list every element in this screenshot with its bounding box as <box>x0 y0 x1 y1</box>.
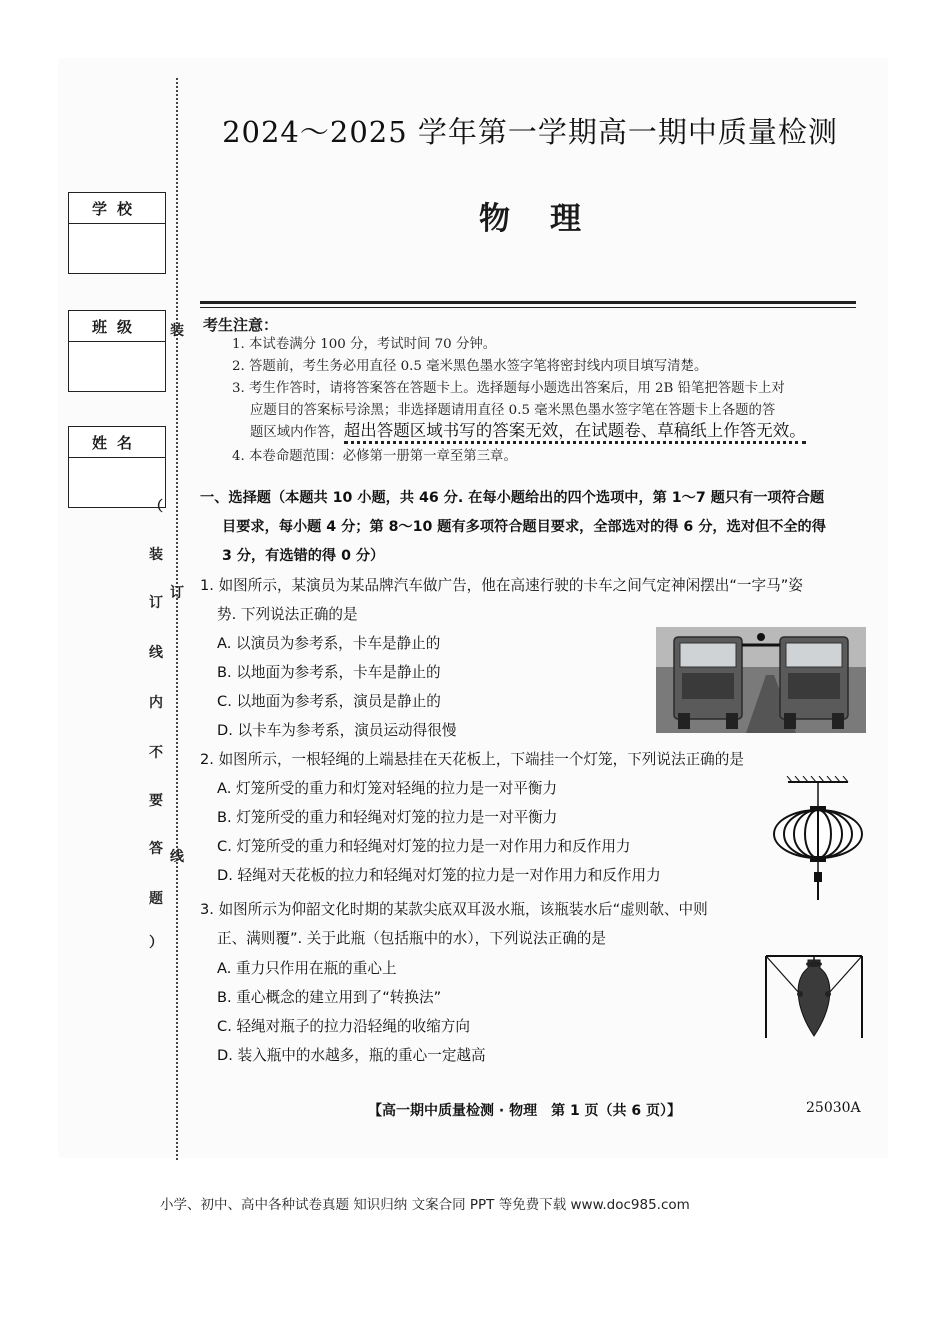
question-2-stem: 2. 如图所示，一根轻绳的上端悬挂在天花板上，下端挂一个灯笼，下列说法正确的是 <box>200 751 744 768</box>
notice-item-3-cont: 应题目的答案标号涂黑；非选择题请用直径 0.5 毫米黑色墨水签字笔在答题卡上各题的答 <box>250 403 776 418</box>
vase-figure <box>762 954 866 1040</box>
section-heading-line-3: 3 分，有选错的得 0 分） <box>222 548 385 564</box>
paper-code: 25030A <box>806 1100 861 1116</box>
question-2-option-d: D. 轻绳对天花板的拉力和轻绳对灯笼的拉力是一对作用力和反作用力 <box>217 867 661 884</box>
vertical-char: ） <box>149 935 163 951</box>
question-3-stem-cont: 正、满则覆”. 关于此瓶（包括瓶中的水），下列说法正确的是 <box>217 930 606 947</box>
notice-item-3: 3. 考生作答时，请将答案答在答题卡上。选择题每小题选出答案后，用 2B 铅笔把答题卡上对 <box>232 381 785 396</box>
question-1-stem-cont: 势. 下列说法正确的是 <box>217 606 358 623</box>
class-box[interactable] <box>68 310 166 392</box>
vertical-char: 内 <box>149 695 163 711</box>
name-label: 姓名 <box>69 427 165 458</box>
question-1-stem: 1. 如图所示，某演员为某品牌汽车做广告，他在高速行驶的卡车之间气定神闲摆出“一字马”姿 <box>200 577 803 594</box>
school-box[interactable] <box>68 192 166 274</box>
question-1-option-c: C. 以地面为参考系，演员是静止的 <box>217 693 441 710</box>
question-3-option-b: B. 重心概念的建立用到了“转换法” <box>217 989 442 1006</box>
question-3-stem: 3. 如图所示为仰韶文化时期的某款尖底双耳汲水瓶，该瓶装水后“虚则欹、中则 <box>200 901 708 918</box>
notice-item-2: 2. 答题前，考生务必用直径 0.5 毫米黑色墨水签字笔将密封线内项目填写清楚。 <box>232 359 708 374</box>
binding-char-zhuang: 装 <box>170 323 184 339</box>
header-rule-thick <box>200 301 856 304</box>
notice-title: 考生注意： <box>203 316 279 334</box>
question-3-option-c: C. 轻绳对瓶子的拉力沿轻绳的收缩方向 <box>217 1018 470 1035</box>
vertical-char: 订 <box>149 595 163 611</box>
binding-char-xian: 线 <box>170 849 184 865</box>
header-rule-thin <box>200 307 856 308</box>
question-3-option-d: D. 装入瓶中的水越多，瓶的重心一定越高 <box>217 1047 486 1064</box>
notice-item-3-tail: 题区域内作答， <box>250 425 344 440</box>
section-heading-line-2: 目要求，每小题 4 分；第 8～10 题有多项符合题目要求，全部选对的得 6 分，选对但不全的得 <box>222 519 826 535</box>
page-footer: 【高一期中质量检测 · 物理 第 1 页（共 6 页）】 <box>368 1103 682 1119</box>
notice-emphasis: 超出答题区域书写的答案无效，在试题卷、草稿纸上作答无效。 <box>344 421 806 444</box>
question-1-option-b: B. 以地面为参考系，卡车是静止的 <box>217 664 441 681</box>
question-1-option-a: A. 以演员为参考系，卡车是静止的 <box>217 635 441 652</box>
vertical-char: （ <box>149 499 163 515</box>
binding-char-ding: 订 <box>170 585 184 601</box>
binding-dotted-line <box>176 78 178 1160</box>
subject-title: 物理 <box>479 201 621 237</box>
trucks-figure <box>656 627 866 733</box>
notice-item-4: 4. 本卷命题范围：必修第一册第一章至第三章。 <box>232 449 517 464</box>
notice-item-3-end <box>250 420 806 444</box>
vertical-char: 要 <box>149 793 163 809</box>
question-2-option-c: C. 灯笼所受的重力和轻绳对灯笼的拉力是一对作用力和反作用力 <box>217 838 631 855</box>
section-heading-line-1: 一、选择题（本题共 10 小题，共 46 分. 在每小题给出的四个选项中，第 1～7 题只有一项符合题 <box>200 490 825 506</box>
question-2-option-a: A. 灯笼所受的重力和灯笼对轻绳的拉力是一对平衡力 <box>217 780 558 797</box>
question-3-option-a: A. 重力只作用在瓶的重心上 <box>217 960 397 977</box>
vertical-char: 题 <box>149 891 163 907</box>
question-2-option-b: B. 灯笼所受的重力和轻绳对灯笼的拉力是一对平衡力 <box>217 809 558 826</box>
vertical-char: 线 <box>149 645 163 661</box>
school-label: 学校 <box>69 193 165 224</box>
vertical-char: 答 <box>149 841 163 857</box>
vertical-char: 不 <box>149 745 163 761</box>
class-label: 班级 <box>69 311 165 342</box>
site-watermark: 小学、初中、高中各种试卷真题 知识归纳 文案合同 PPT 等免费下载 www.doc985.com <box>160 1197 690 1213</box>
exam-title: 2024～2025 学年第一学期高一期中质量检测 <box>222 115 838 149</box>
notice-item-1: 1. 本试卷满分 100 分，考试时间 70 分钟。 <box>232 337 497 352</box>
vertical-char: 装 <box>149 547 163 563</box>
question-1-option-d: D. 以卡车为参考系，演员运动得很慢 <box>217 722 457 739</box>
lantern-figure <box>770 776 866 902</box>
